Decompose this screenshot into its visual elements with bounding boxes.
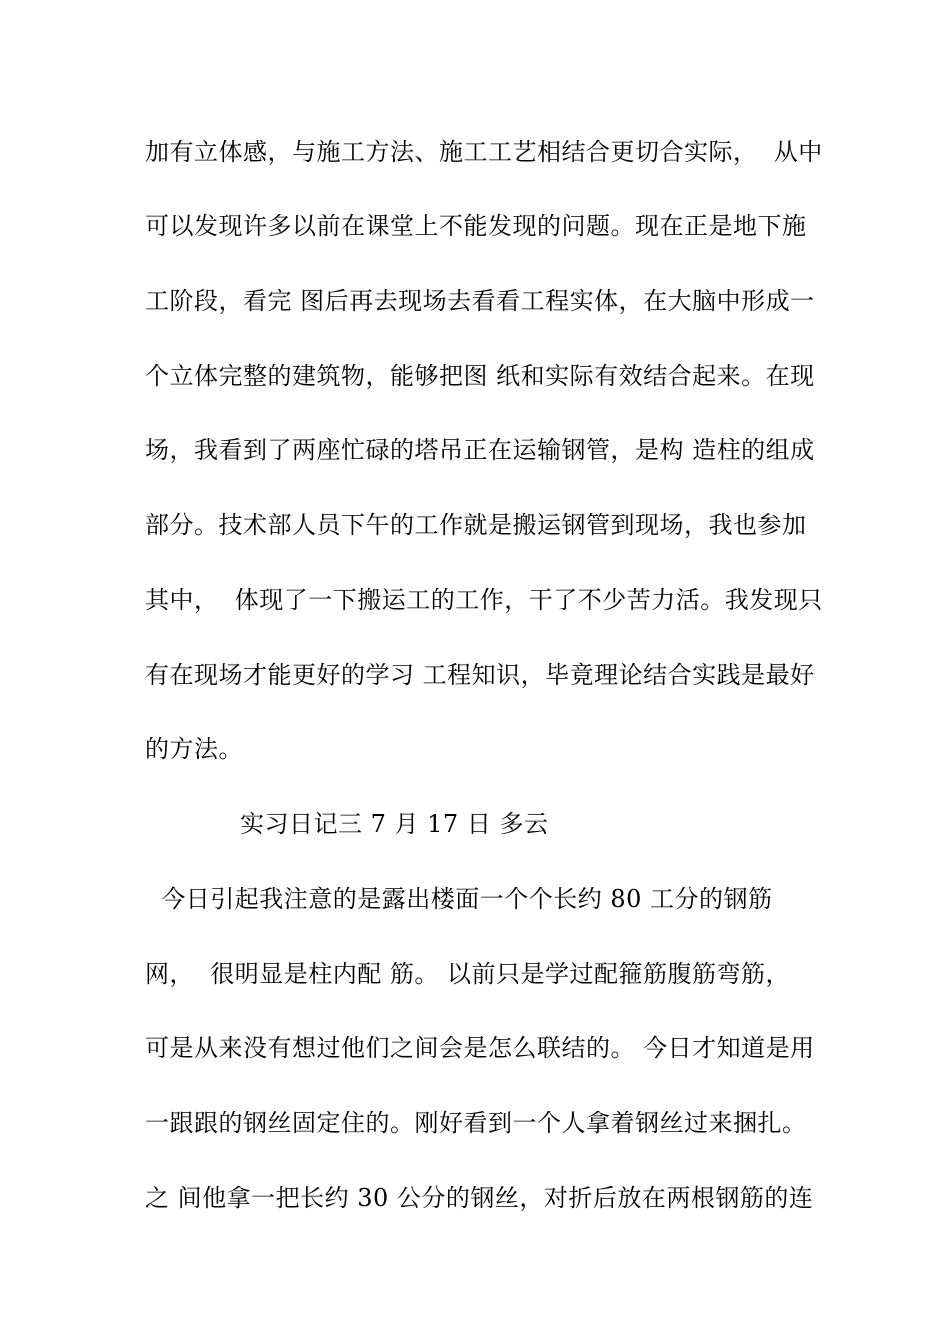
text-line: 个立体完整的建筑物，能够把图 纸和实际有效结合起来。在现 — [145, 362, 815, 390]
text-line: 部分。技术部人员下午的工作就是搬运钢管到现场，我也参加 — [145, 511, 807, 539]
text-line: 有在现场才能更好的学习 工程知识，毕竟理论结合实践是最好 — [145, 661, 815, 689]
text-line: 网， 很明显是柱内配 筋。 以前只是学过配箍筋腹筋弯筋， — [145, 960, 791, 988]
text-line: 一跟跟的钢丝固定住的。刚好看到一个人拿着钢丝过来捆扎。 — [145, 1109, 807, 1137]
text-line: 场，我看到了两座忙碌的塔吊正在运输钢管，是构 造柱的组成 — [145, 436, 815, 464]
text-line: 的方法。 — [145, 735, 243, 763]
text-line: 加有立体感，与施工方法、施工工艺相结合更切合实际， 从中 — [145, 138, 823, 166]
diary-heading: 实习日记三 7 月 17 日 多云 — [240, 810, 549, 838]
text-line: 可是从来没有想过他们之间会是怎么联结的。 今日才知道是用 — [145, 1034, 815, 1062]
text-line: 工阶段，看完 图后再去现场去看看工程实体，在大脑中形成一 — [145, 287, 815, 315]
text-line: 可以发现许多以前在课堂上不能发现的问题。现在正是地下施 — [145, 212, 807, 240]
text-line: 之 间他拿一把长约 30 公分的钢丝，对折后放在两根钢筋的连 — [145, 1184, 814, 1212]
text-line: 其中， 体现了一下搬运工的工作，干了不少苦力活。我发现只 — [145, 586, 823, 614]
text-line: 今日引起我注意的是露出楼面一个个长约 80 工分的钢筋 — [145, 885, 773, 913]
